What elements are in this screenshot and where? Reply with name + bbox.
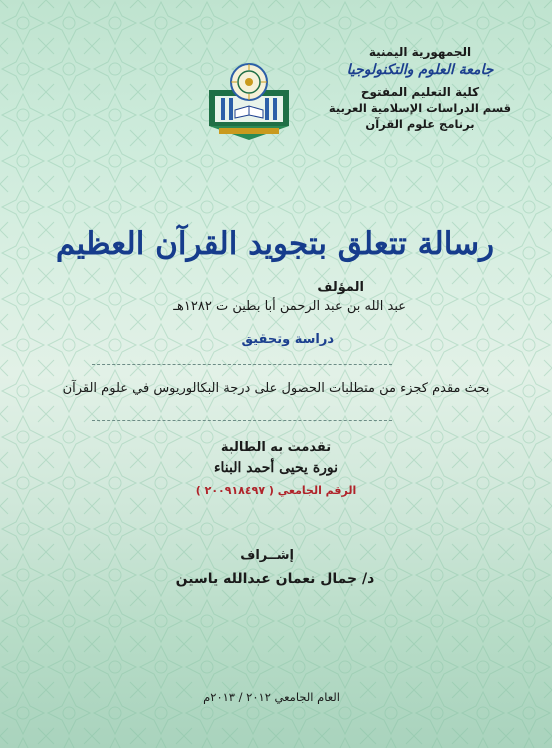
academic-year: العام الجامعي ٢٠١٢ / ٢٠١٣م: [203, 690, 340, 704]
divider: [92, 364, 392, 365]
thesis-note: بحث مقدم كجزء من متطلبات الحصول على درجة البكالوريوس في علوم القرآن: [62, 381, 490, 396]
divider: [92, 420, 392, 421]
college-name: كلية التعليم المفتوح: [360, 85, 480, 99]
university-seal-icon: [205, 60, 293, 142]
author-name: عبد الله بن عبد الرحمن أبا بطين ت ١٢٨٢هـ: [173, 299, 406, 314]
university-name: جامعة العلوم والتكنولوجيا: [346, 62, 494, 78]
supervision-label: إشــراف: [240, 548, 294, 563]
program-name: برنامج علوم القرآن: [365, 117, 475, 131]
study-label: دراسة وتحقيق: [241, 332, 334, 347]
document-title: رسالة تتعلق بتجويد القرآن العظيم: [55, 226, 495, 262]
country-name: الجمهورية اليمنية: [368, 45, 472, 59]
author-label: المؤلف: [317, 280, 364, 295]
institution-header: [320, 44, 520, 132]
student-name: نورة يحيى أحمد البناء: [213, 460, 339, 476]
student-id: الرقم الجامعي ( ٢٠٠٩١٨٤٩٧ ): [195, 484, 357, 497]
department-name: قسم الدراسات الإسلامية العربية: [328, 101, 512, 115]
submitted-by-label: تقدمت به الطالبة: [220, 440, 332, 455]
supervisor-name: د/ جمال نعمان عبدالله ياسين: [175, 571, 375, 587]
